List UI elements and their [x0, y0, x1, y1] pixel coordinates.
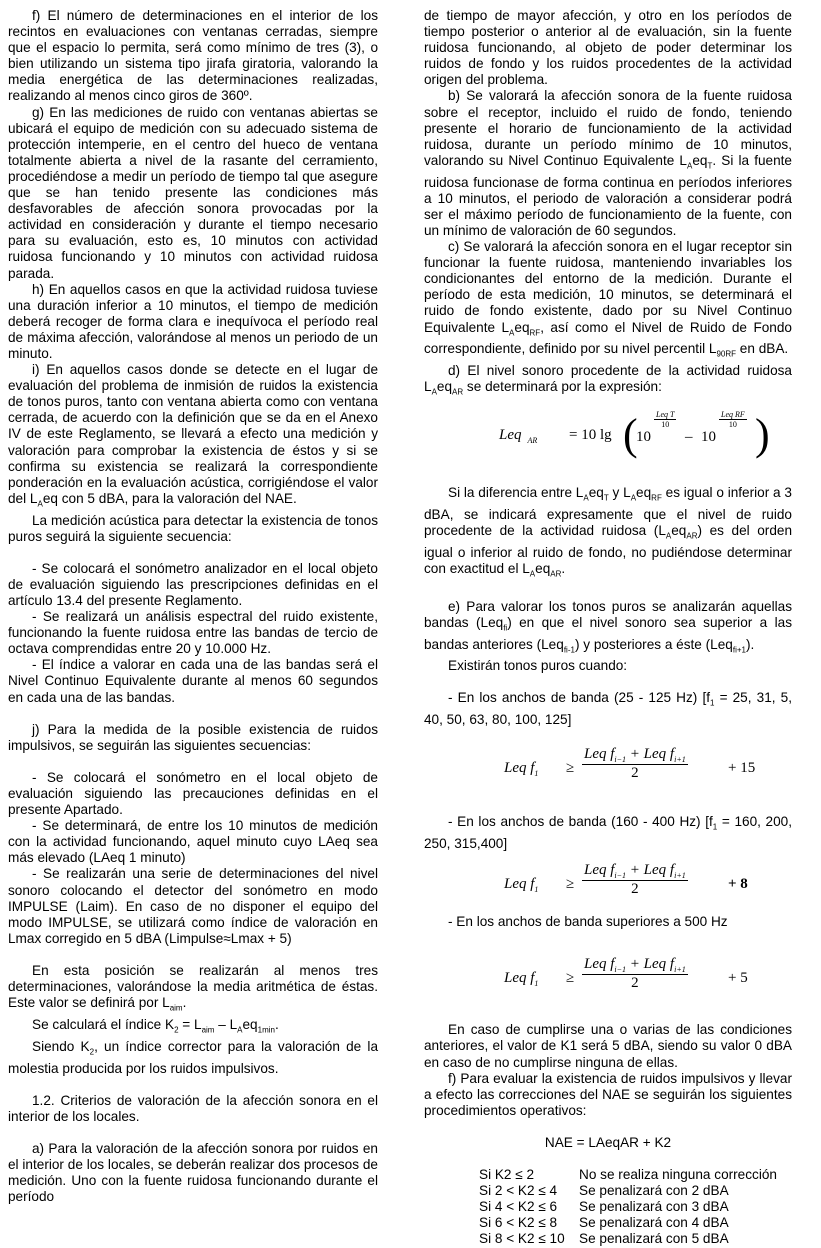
subscript: T: [707, 161, 713, 171]
e-text: ) y posteriores a éste (Leq: [574, 636, 733, 652]
subscript: i−1: [614, 755, 627, 765]
penalty-condition: Si 4 < K2 ≤ 6: [479, 1199, 558, 1215]
left-column: [8, 8, 378, 1205]
fraction-numerator: [582, 862, 688, 881]
exponent-numerator: Leq RF: [721, 410, 745, 420]
formula-text: f: [530, 760, 535, 777]
si-text: eq: [535, 560, 551, 576]
subscript: AR: [686, 531, 698, 541]
paragraph-f: f) El número de determinaciones en el interior de los recintos en evaluaciones con ventanas cerradas, siempre que el espacio lo permita, será como mínimo de tres (3), o bien utilizando un sistema tipo jirafa giratoria, valorando la media energética de las determinaciones realizadas, realizando al menos cinco giros de 360º.: [8, 8, 378, 104]
formula-tone-2: [504, 862, 792, 914]
formula-fraction: [582, 862, 688, 898]
paragraph-d: [424, 363, 792, 401]
siendo-text: Siendo K: [32, 1038, 90, 1054]
subscript: AR: [452, 387, 464, 397]
subscript: aim: [169, 1003, 183, 1013]
formula-text: + Leq f: [629, 956, 675, 973]
band-range-2: [424, 814, 792, 852]
paragraph-i: [8, 362, 378, 513]
si-text: eq: [588, 485, 604, 501]
subscript: 1: [534, 979, 539, 989]
paragraph-c-text: c) Se valorará la afección sonora en el lugar receptor sin funcionar la fuente ruidosa, manteniendo invariables los condicionantes del entorno de la medición. Durante el período de esta medición, 10 minutos, se determinará el ruido de fondo existente, dado por su Nivel Continuo Equivalente L: [424, 239, 792, 335]
k2-text: Se calculará el índice K: [32, 1016, 175, 1032]
subscript: fi-1: [563, 645, 575, 655]
nae-formula: NAE = LAeqAR + K2: [544, 1134, 672, 1150]
subscript: 1: [534, 769, 539, 779]
penalty-table: [479, 1167, 777, 1247]
fraction-denominator: 2: [631, 881, 639, 898]
impulsive-step-3: - Se realizarán una serie de determinaciones del nivel sonoro colocando el detector del sonómetro en modo IMPULSE (Laim). En caso de no disponer el equipo del modo IMPULSE, se utilizará como índice de valoración en Lmax corregido en 5 dBA (Limpulse≈Lmax + 5): [8, 866, 378, 946]
subscript: 90RF: [716, 350, 737, 360]
band-text: - En los anchos de banda (160 - 400 Hz) [f: [448, 814, 713, 830]
formula-ge: ≥: [566, 970, 575, 987]
tonos-step-1: - Se colocará el sonómetro analizador en el local objeto de evaluación siguiendo las prescripciones definidas en el artículo 13.4 del presente Reglamento.: [8, 560, 378, 608]
paren-left: (: [623, 410, 638, 460]
subscript: A: [583, 493, 589, 503]
impulsive-step-1: - Se colocará el sonómetro en el local objeto de evaluación siguiendo las precauciones definidas en el presente Apartado.: [8, 769, 378, 818]
si-text: Si la diferencia entre L: [448, 485, 584, 501]
subscript: i−1: [614, 871, 627, 881]
formula-text: + Leq f: [629, 862, 675, 879]
penalty-row: [479, 1215, 777, 1231]
right-column: [424, 8, 792, 1248]
exponent-denominator: 10: [728, 420, 737, 430]
formula-text: Leq f: [584, 862, 615, 879]
k2-text: = L: [178, 1016, 202, 1032]
formula-equals: = 10 lg: [569, 427, 612, 444]
formula-addend: + 15: [728, 760, 756, 777]
subscript: fi+1: [732, 645, 746, 655]
tonos-intro: La medición acústica para detectar la existencia de tonos puros seguirá la siguiente secuencia:: [8, 512, 378, 544]
subscript: A: [237, 1025, 243, 1035]
paragraph-c-text: , así como el Nivel de Ruido de Fondo correspondiente, definido por su nivel percentil L: [424, 319, 792, 357]
paragraph-a: a) Para la valoración de la afección sonora por ruidos en el interior de los locales, se deberán realizar dos procesos de medición. Uno con la fuente ruidosa funcionando durante el período: [8, 1140, 378, 1205]
penalty-row: [479, 1199, 777, 1215]
formula-lhs: [504, 970, 538, 988]
formula-text: + Leq f: [629, 746, 675, 763]
penalty-result: No se realiza ninguna corrección: [579, 1167, 777, 1183]
formula-lhs: [499, 427, 537, 445]
exponent-denominator: 10: [661, 420, 670, 430]
subscript: A: [665, 531, 672, 541]
subscript: A: [509, 328, 515, 338]
k2-text: .: [274, 1016, 279, 1032]
exponent-fraction: [719, 410, 747, 429]
penalty-condition: Si 2 < K2 ≤ 4: [479, 1183, 558, 1199]
subscript: RF: [529, 328, 541, 338]
penalty-result: Se penalizará con 5 dBA: [579, 1231, 729, 1247]
subscript: 1min: [257, 1025, 275, 1035]
formula-lhs: [504, 760, 538, 778]
formula-text: Leq: [499, 427, 522, 444]
paragraph-b-text: . Si la fuente ruidosa funcionase de forma continua en períodos inferiores a 10 minutos, el periodo de valoración a considerar podrá ser el máximo período de funcionamiento de la fuente, con un mínimo de valoración de 60 segundos.: [424, 152, 792, 238]
section-heading-1-2: 1.2. Criterios de valoración de la afección sonora en el interior de los locales.: [8, 1092, 378, 1124]
paragraph-h: h) En aquellos casos en que la actividad ruidosa tuviese una duración inferior a 10 minutos, el tiempo de medición deberá recoger de forma clara e inequívoca el período real de máxima afección, valorándose al menos un periodo de un minuto.: [8, 281, 378, 361]
e-text: ).: [745, 636, 755, 652]
subscript: 1: [710, 699, 715, 709]
subscript: AR: [550, 569, 562, 579]
formula-lhs: [504, 876, 538, 894]
subscript: fi: [503, 623, 508, 633]
formula-tone-1: [504, 746, 792, 798]
paragraph-f-impulsive: f) Para evaluar la existencia de ruidos impulsivos y llevar a efecto las correcciones del NAE se seguirán los siguientes procedimientos operativos:: [424, 1070, 792, 1118]
impulsive-step-2: - Se determinará, de entre los 10 minutos de medición con la actividad funcionando, aquel minuto cuyo LAeq sea más elevado (LAeq 1 minuto): [8, 818, 378, 866]
penalty-row: [479, 1231, 777, 1247]
paragraph-d-text: eq: [436, 379, 453, 395]
penalty-result: Se penalizará con 4 dBA: [579, 1215, 729, 1231]
k2-paragraph: [8, 1017, 378, 1039]
subscript: i+1: [674, 755, 686, 765]
subscript: AR: [527, 436, 538, 446]
paragraph-d-text: d) El nivel sonoro procedente de la actividad ruidosa L: [424, 363, 792, 395]
position-text-end: .: [182, 995, 187, 1011]
position-paragraph: [8, 963, 378, 1017]
subscript: 1: [712, 823, 718, 833]
band-text: - En los anchos de banda (25 - 125 Hz) [f: [448, 690, 710, 706]
siendo-text: , un índice corrector para la valoración de la molestia producida por los ruidos impulsivos.: [8, 1038, 379, 1076]
paragraph-continuation: de tiempo de mayor afección, y otro en los períodos de tiempo posterior o anterior al de evaluación, sin la fuente ruidosa funcionando, al objeto de poder determinar los ruidos de fondo y los ruidos procedentes de la actividad origen del problema.: [424, 8, 792, 88]
fraction-denominator: 2: [631, 765, 639, 782]
paragraph-j: j) Para la medida de la posible existencia de ruidos impulsivos, se seguirán las siguientes secuencias:: [8, 721, 378, 753]
exponent-numerator: Leq T: [656, 410, 675, 420]
formula-ge: ≥: [566, 760, 575, 777]
si-text: .: [561, 560, 566, 576]
paragraph-caso: En caso de cumplirse una o varias de las condiciones anteriores, el valor de K1 será 5 dBA, siendo su valor 0 dBA en caso de no cumplirse ninguna de ellas.: [424, 1022, 792, 1070]
subscript: RF: [651, 493, 662, 503]
formula-addend: + 8: [728, 876, 748, 893]
position-text: En esta posición se realizarán al menos tres determinaciones, valorándose la media aritmética de éstas. Este valor se definirá por L: [8, 962, 378, 1011]
si-text: eq: [636, 485, 652, 501]
formula-tone-3: [504, 956, 792, 1012]
penalty-condition: Si K2 ≤ 2: [479, 1167, 535, 1183]
subscript: A: [630, 493, 637, 503]
formula-text: Leq f: [584, 746, 615, 763]
subscript: 2: [174, 1025, 179, 1035]
formula-base: 10: [701, 429, 716, 446]
siendo-paragraph: [8, 1039, 378, 1077]
si-text: eq: [671, 522, 687, 538]
formula-leq-ar: [499, 407, 792, 469]
paragraph-e: [424, 599, 792, 659]
paragraph-c: [424, 239, 792, 363]
subscript: i+1: [674, 965, 686, 975]
subscript: A: [431, 387, 437, 397]
paragraph-c-text: eq: [514, 319, 530, 335]
formula-fraction: [582, 746, 688, 782]
paragraph-b-text: eq: [692, 152, 708, 168]
si-text: es igual o inferior a 3 dBA, se indicará expresamente que el nivel de ruido procedente de la actividad ruidosa (L: [424, 485, 792, 538]
band-text: = 25, 31, 5, 40, 50, 63, 80, 100, 125]: [424, 690, 792, 728]
subscript: 2: [89, 1047, 95, 1057]
subscript: T: [603, 493, 609, 503]
band-range-1: [424, 690, 792, 728]
paragraph-i-text-end: eq con 5 dBA, para la valoración del NAE.: [42, 490, 297, 506]
formula-text: f: [530, 876, 535, 893]
fraction-numerator: [582, 956, 688, 975]
formula-text: Leq: [504, 970, 527, 987]
formula-text: Leq: [504, 760, 527, 777]
formula-addend: + 5: [728, 970, 748, 987]
band-range-3: - En los anchos de banda superiores a 500 Hz: [448, 914, 728, 930]
band-text: = 160, 200, 250, 315,400]: [424, 814, 792, 852]
penalty-result: Se penalizará con 3 dBA: [579, 1199, 729, 1215]
penalty-condition: Si 8 < K2 ≤ 10: [479, 1231, 565, 1247]
subscript: A: [529, 569, 536, 579]
penalty-row: [479, 1167, 777, 1183]
formula-text: Leq: [504, 876, 527, 893]
fraction-denominator: 2: [631, 975, 639, 992]
paragraph-b: [424, 88, 792, 239]
e-text: ) en que el nivel sonoro sea superior a las bandas anteriores (Leq: [424, 614, 792, 652]
formula-text: Leq f: [584, 956, 615, 973]
penalty-result: Se penalizará con 2 dBA: [579, 1183, 729, 1199]
tonos-step-3: - El índice a valorar en cada una de las bandas será el Nivel Continuo Equivalente durante al menos 60 segundos en cada una de las bandas.: [8, 657, 378, 705]
paragraph-c-text: en dBA.: [736, 341, 789, 357]
fraction-numerator: [582, 746, 688, 765]
paragraph-si: [424, 485, 792, 583]
subscript: 1: [534, 885, 539, 895]
paragraph-i-text: i) En aquellos casos donde se detecte en el lugar de evaluación del problema de inmisión de ruidos la existencia de tonos puros, tanto con ventana abierta como con ventana cerrada, de acuerdo con la definición que se da en el Anexo IV de este Reglamento, se llevará a efecto una medición y valoración para comprobar la existencia de éstos y si se confirma su existencia se realizará la correspondiente ponderación en la evaluación acústica, corrigiéndose el valor del L: [8, 362, 378, 506]
exponent-fraction: [654, 410, 676, 429]
k2-text: – L: [214, 1016, 238, 1032]
subscript: i−1: [614, 965, 627, 975]
si-text: ) es del orden igual o inferior al ruido de fondo, no pudiéndose determinar con exactitud el L: [424, 522, 793, 576]
e-text: e) Para valorar los tonos puros se analizarán aquellas bandas (Leq: [424, 598, 792, 630]
paragraph-d-text: se determinará por la expresión:: [463, 379, 662, 395]
tonos-step-2: - Se realizará un análisis espectral del ruido existente, funcionando la fuente ruidosa entre las bandas de tercio de octava comprendidas entre 20 y 10.000 Hz.: [8, 609, 378, 657]
subscript: i+1: [674, 871, 686, 881]
penalty-row: [479, 1183, 777, 1199]
formula-ge: ≥: [566, 876, 575, 893]
paragraph-g: g) En las mediciones de ruido con ventanas abiertas se ubicará el equipo de medición con su adecuado sistema de protección intemperie, en el centro del hueco de ventana totalmente abierta a nivel de la rasante del cerramiento, procediéndose a medir un período de tiempo tal que asegure que se han tenido presente las condiciones más desfavorables de afección sonora provocadas por la actividad en consideración y durante el tiempo necesario para su evaluación, esto es, 10 minutos con actividad ruidosa funcionando y 10 minutos con actividad ruidosa parada.: [8, 104, 378, 281]
formula-base: 10: [636, 429, 651, 446]
tonos-exist: Existirán tonos puros cuando:: [448, 658, 628, 674]
formula-fraction: [582, 956, 688, 992]
paragraph-b-text: b) Se valorará la afección sonora de la fuente ruidosa sobre el receptor, incluido el ruido de fondo, teniendo presente el horario de funcionamiento de la actividad ruidosa, durante un período mínimo de 10 minutos, valorando su Nivel Continuo Equivalente L: [424, 88, 792, 168]
formula-minus: –: [685, 429, 693, 446]
formula-text: f: [530, 970, 535, 987]
subscript: A: [37, 499, 43, 509]
subscript: aim: [201, 1025, 215, 1035]
si-text: y L: [608, 485, 631, 501]
k2-text: eq: [242, 1016, 258, 1032]
paren-right: ): [755, 410, 770, 460]
subscript: A: [686, 161, 693, 171]
penalty-condition: Si 6 < K2 ≤ 8: [479, 1215, 558, 1231]
